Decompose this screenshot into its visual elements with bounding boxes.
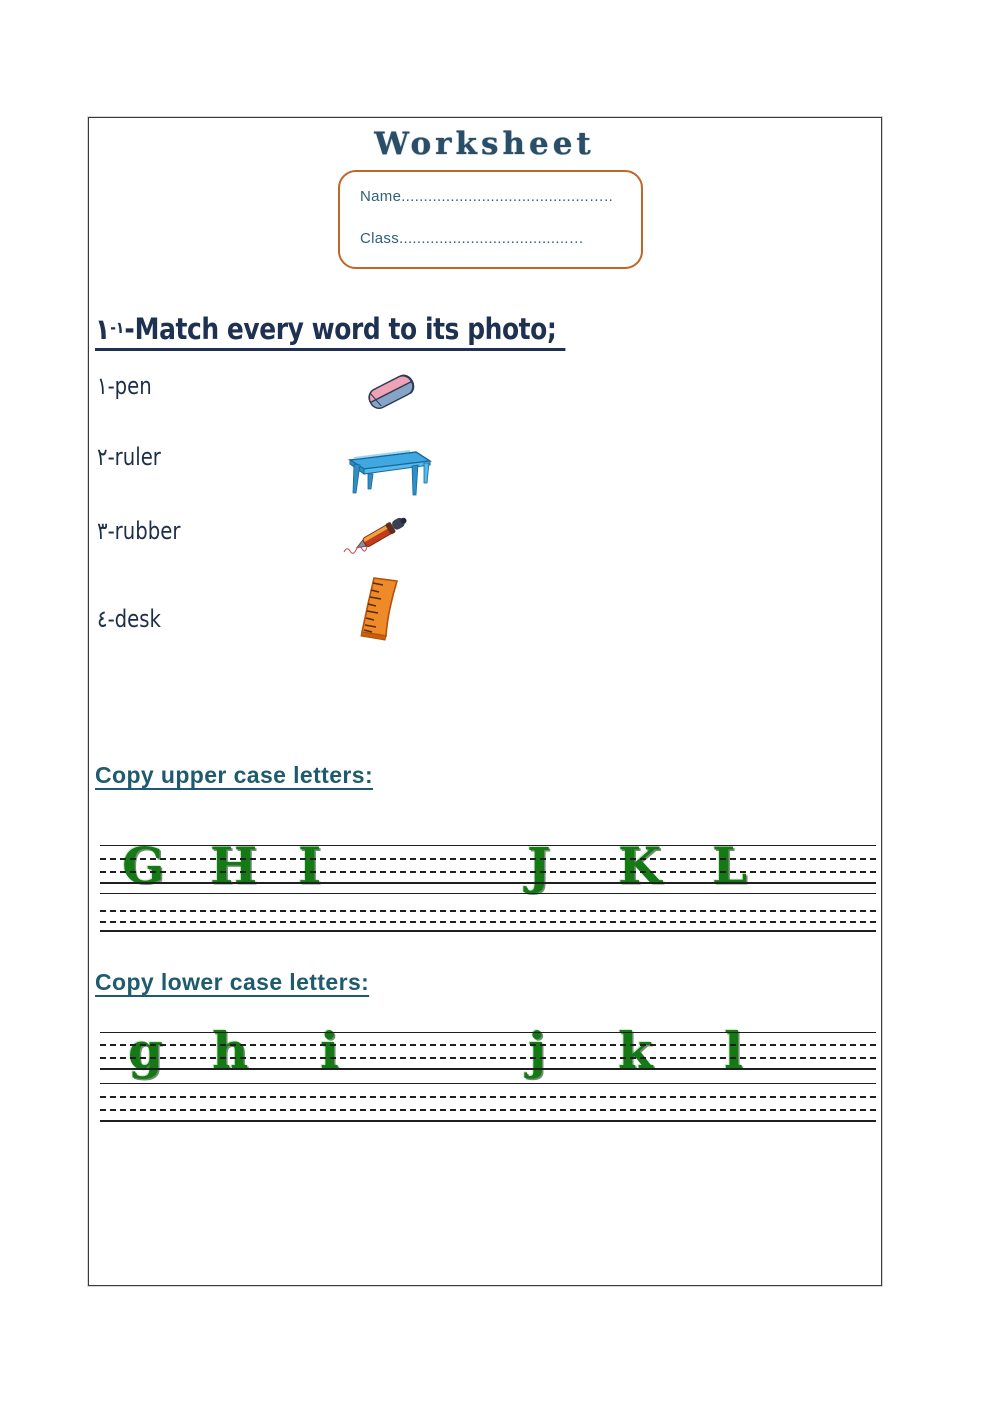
guide-letter-J: J [527, 836, 551, 895]
name-field: Name..........................................….. [360, 188, 614, 205]
guide-letter-i: i [320, 1021, 339, 1080]
guide-letter-I: I [298, 836, 322, 895]
guide-letter-K: K [618, 836, 662, 895]
guide-letter-H: H [210, 836, 258, 895]
name-class-box [338, 170, 643, 269]
guide-letter-k: k [618, 1021, 653, 1080]
match-item-pen: ١-pen [97, 372, 152, 400]
lower-writing-lines-2 [100, 1083, 876, 1121]
match-heading-text: ١-Match every word to its photo; [95, 312, 557, 346]
guide-letter-g: g [128, 1021, 163, 1080]
match-heading [95, 312, 565, 351]
guide-letter-h: h [212, 1021, 249, 1080]
match-item-desk: ٤-desk [97, 605, 161, 633]
guide-letter-l: l [724, 1021, 743, 1080]
lower-writing-lines-1 [100, 1032, 876, 1069]
table-image [340, 445, 434, 504]
class-field: Class......................................… [360, 230, 585, 247]
ruler-image [357, 574, 403, 649]
upper-writing-lines-2 [100, 893, 876, 931]
guide-letter-j: j [528, 1021, 547, 1080]
match-item-ruler: ٢-ruler [97, 443, 161, 471]
eraser-image [360, 369, 422, 420]
upper-writing-lines-1 [100, 845, 876, 883]
match-item-rubber: ٣-rubber [97, 517, 181, 545]
pen-image [340, 505, 420, 564]
match-heading-number: ١- [110, 318, 125, 337]
page-title: Worksheet [374, 126, 595, 162]
guide-letter-L: L [712, 836, 748, 895]
copy-lower-heading: Copy lower case letters: [95, 969, 370, 995]
guide-letter-G: G [122, 836, 165, 895]
copy-upper-heading: Copy upper case letters: [95, 762, 374, 788]
